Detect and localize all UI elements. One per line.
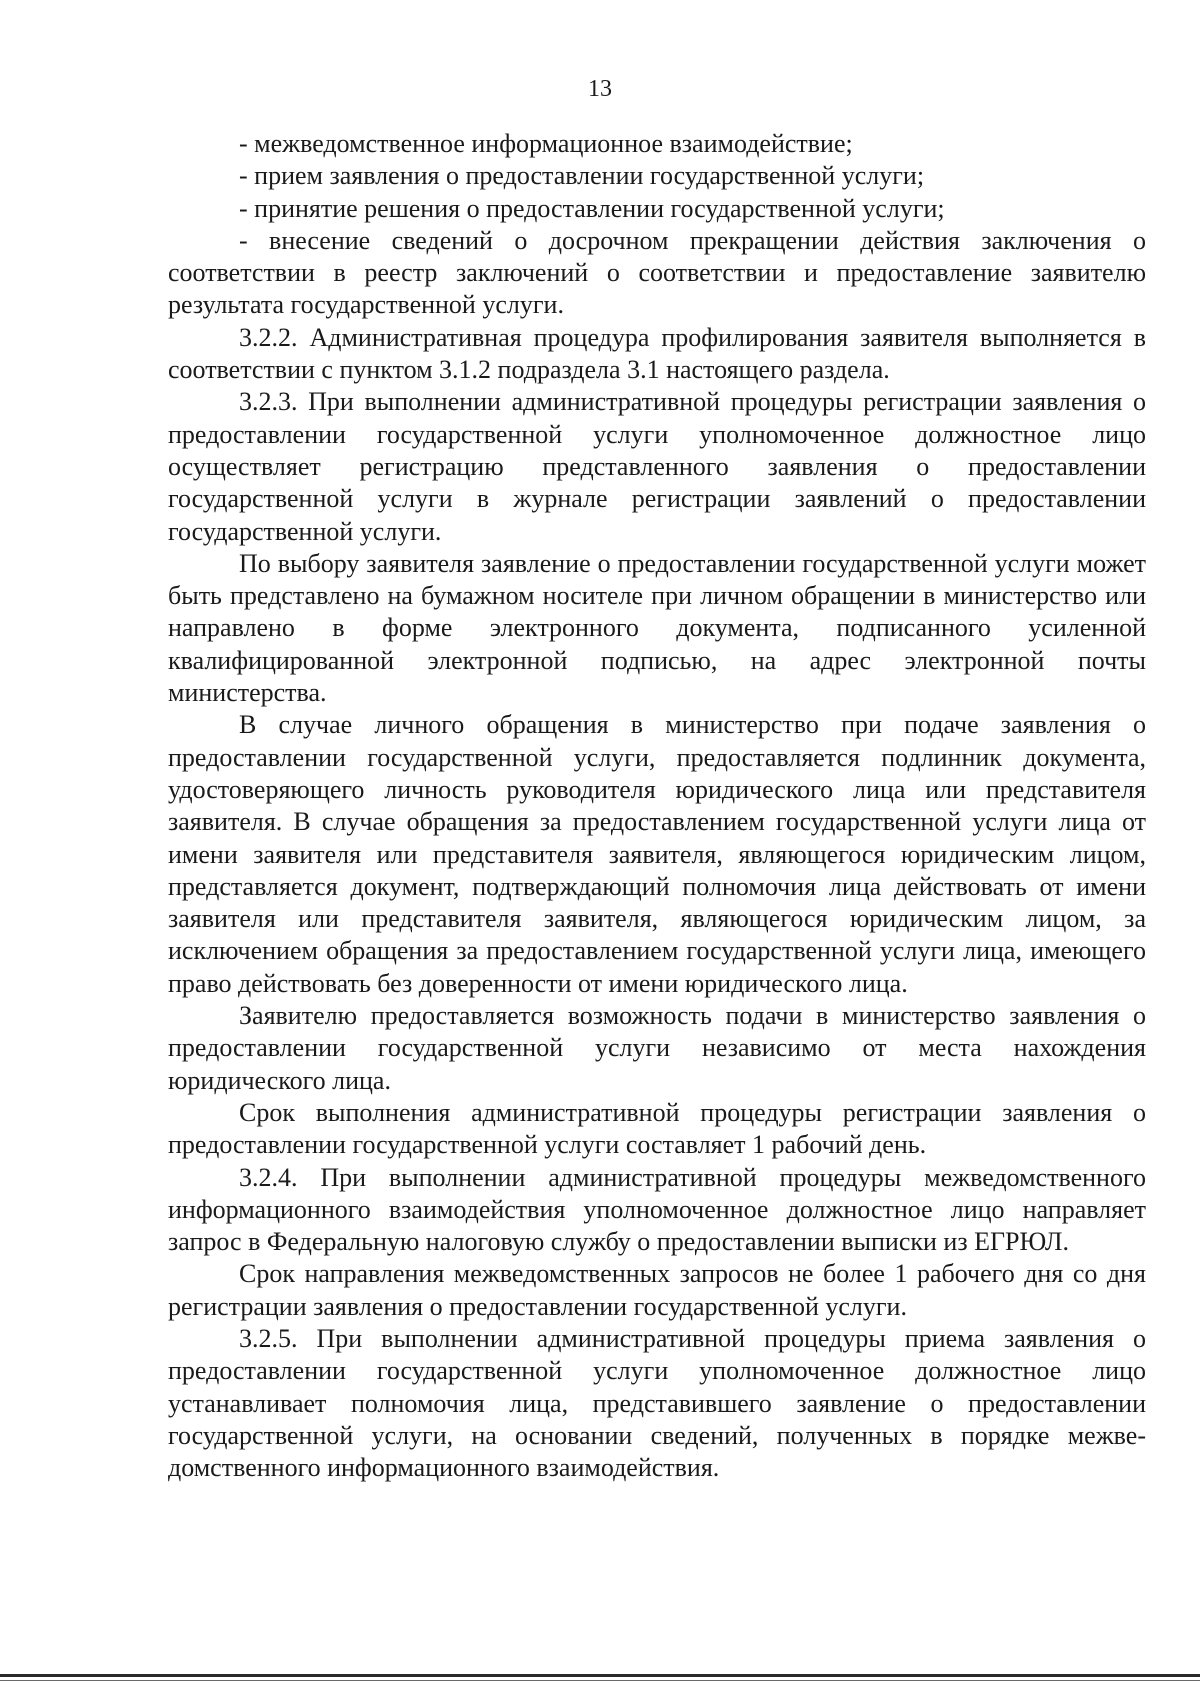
page-number: 13 xyxy=(588,76,612,102)
scan-edge-line xyxy=(0,1674,1200,1677)
paragraph: В случае личного обращения в министерство при подаче заявления о предоставлении государственной услуги, предоставляется подлинник документа, удостоверяющего личность руководителя юридического лица или представителя заявителя. В случае обращения за предоставлением государственной услуги лица от имени заявителя или представителя заявителя, являющегося юридическим лицом, представляется документ, подтверждающий полномочия лица действовать от имени заявителя или представителя заявителя, являющегося юридическим лицом, за исключением обращения за предоставлением государственной услуги лица, имеющего право действовать без доверенности от имени юридического лица. xyxy=(168,710,1146,998)
paragraph: - межведомственное информационное взаимодействие; xyxy=(239,129,853,158)
paragraph: - внесение сведений о досрочном прекращении действия заключения о соответствии в реестр заключений о соответствии и предоставление заявителю результата государственной услуги. xyxy=(168,225,1146,320)
paragraph: - принятие решения о предоставлении государственной услуги; xyxy=(239,193,945,223)
paragraph: 3.2.3. При выполнении административной процедуры регистрации заявления о предоставлении государственной услуги уполномоченное должностное лицо осуществляет регистрацию представленного заявления о предоставлении государственной услуги в журнале регистрации заявлений о предоставлении государственной услуги. xyxy=(168,387,1146,546)
paragraph: 3.2.4. При выполнении административной процедуры межведомственного информационного взаимодействия уполномоченное должностное лицо направляет запрос в Федеральную налоговую службу о предоставлении выписки из ЕГРЮЛ. xyxy=(168,1162,1146,1257)
document-body xyxy=(168,128,1146,1484)
paragraph: 3.2.5. При выполнении административной процедуры приема заявления о предоставлении государственной услуги уполномоченное должностное лицо устанавливает полномочия лица, представившего заявление о предоставлении государственной услуги, на основании сведений, полученных в порядке межведомственного информационного взаимодействия. xyxy=(168,1323,1146,1483)
paragraph: - прием заявления о предоставлении государственной услуги; xyxy=(239,161,925,191)
paragraph: Срок выполнения административной процедуры регистрации заявления о предоставлении государственной услуги составляет 1 рабочий день. xyxy=(168,1097,1146,1160)
paragraph: Заявителю предоставляется возможность подачи в министерство заявления о предоставлении государственной услуги независимо от места нахождения юридического лица. xyxy=(168,1001,1146,1095)
paragraph: По выбору заявителя заявление о предоставлении государственной услуги может быть представлено на бумажном носителе при личном обращении в министерство или направлено в форме электронного документа, подписанного усиленной квалифицированной электронной подписью, на адрес электронной почты министерства. xyxy=(168,548,1146,708)
paragraph: Срок направления межведомственных запросов не более 1 рабочего дня со дня регистрации заявления о предоставлении государственной услуги. xyxy=(168,1259,1146,1321)
paragraph: 3.2.2. Административная процедура профилирования заявителя выполняется в соответствии с пунктом 3.1.2 подраздела 3.1 настоящего раздела. xyxy=(168,322,1146,385)
scan-edge-line xyxy=(0,1680,1200,1681)
